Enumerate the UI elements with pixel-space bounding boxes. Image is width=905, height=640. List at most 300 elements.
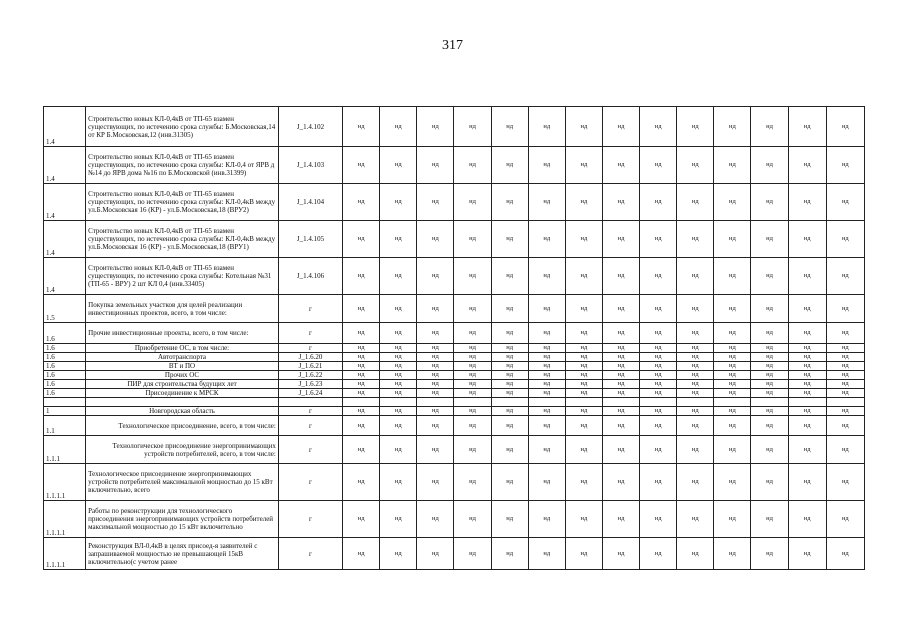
row-code: J_1.4.106 [278,258,342,295]
value-cell: нд [602,416,639,436]
row-code: J_1.4.105 [278,221,342,258]
value-cell: нд [602,407,639,416]
value-cell: нд [602,380,639,389]
value-cell: нд [751,380,788,389]
table-row [44,416,865,436]
table-row [44,344,865,353]
value-cell: нд [640,107,677,147]
table-row [44,258,865,295]
value-cell: нд [417,344,454,353]
value-cell: нд [565,323,602,344]
table-row [44,380,865,389]
value-cell: нд [454,362,491,371]
value-cell: нд [640,407,677,416]
value-cell: нд [565,389,602,398]
value-cell: нд [602,464,639,501]
table-row [44,538,865,570]
row-code: J_1.6.22 [278,371,342,380]
row-number: 1.6 [44,371,86,380]
value-cell: нд [677,380,714,389]
value-cell: нд [528,380,565,389]
investment-table [43,106,865,570]
value-cell: нд [677,416,714,436]
value-cell: нд [380,184,417,221]
value-cell: нд [565,353,602,362]
value-cell: нд [528,436,565,464]
table-row [44,147,865,184]
value-cell [826,398,864,407]
value-cell: нд [343,407,380,416]
value-cell: нд [751,416,788,436]
value-cell: нд [491,389,528,398]
value-cell: нд [528,107,565,147]
row-code: г [278,344,342,353]
value-cell [640,398,677,407]
value-cell: нд [528,362,565,371]
value-cell: нд [343,184,380,221]
value-cell: нд [417,258,454,295]
value-cell: нд [417,221,454,258]
row-name: Покупка земельных участков для целей реализации инвестиционных проектов, всего, в том числе: [86,295,279,323]
value-cell: нд [454,407,491,416]
value-cell: нд [343,344,380,353]
value-cell: нд [380,323,417,344]
table-row [44,371,865,380]
value-cell: нд [380,371,417,380]
row-number: 1.6 [44,380,86,389]
value-cell: нд [380,538,417,570]
value-cell: нд [343,147,380,184]
row-number: 1.4 [44,147,86,184]
table-row [44,436,865,464]
value-cell: нд [714,416,751,436]
value-cell: нд [788,344,826,353]
value-cell [677,398,714,407]
value-cell: нд [380,380,417,389]
value-cell [343,398,380,407]
value-cell: нд [491,362,528,371]
value-cell: нд [454,416,491,436]
value-cell: нд [454,436,491,464]
row-name: Технологическое присоединение, всего, в том числе: [86,416,279,436]
value-cell: нд [826,184,864,221]
value-cell: нд [602,344,639,353]
row-name: ВТ и ПО [86,362,279,371]
value-cell: нд [343,380,380,389]
value-cell: нд [528,501,565,538]
value-cell: нд [751,501,788,538]
value-cell: нд [565,147,602,184]
value-cell: нд [714,353,751,362]
value-cell: нд [788,371,826,380]
value-cell: нд [714,344,751,353]
value-cell: нд [454,344,491,353]
value-cell: нд [826,501,864,538]
value-cell: нд [751,436,788,464]
row-name: Автотранспорта [86,353,279,362]
row-number: 1 [44,407,86,416]
value-cell: нд [602,436,639,464]
row-number: 1.6 [44,353,86,362]
value-cell: нд [417,353,454,362]
value-cell: нд [491,107,528,147]
value-cell: нд [380,221,417,258]
value-cell: нд [380,353,417,362]
value-cell: нд [454,323,491,344]
value-cell: нд [565,464,602,501]
value-cell: нд [602,221,639,258]
table-row [44,501,865,538]
row-number [44,398,86,407]
row-code: J_1.6.20 [278,353,342,362]
value-cell: нд [826,389,864,398]
row-number: 1.6 [44,323,86,344]
value-cell: нд [602,501,639,538]
value-cell: нд [751,258,788,295]
value-cell: нд [380,344,417,353]
value-cell: нд [788,323,826,344]
value-cell: нд [788,362,826,371]
value-cell: нд [491,407,528,416]
row-code: г [278,538,342,570]
value-cell: нд [343,538,380,570]
value-cell: нд [343,258,380,295]
value-cell: нд [826,407,864,416]
value-cell: нд [417,295,454,323]
value-cell: нд [565,258,602,295]
row-name: Присоединение к МРСК [86,389,279,398]
table-row [44,107,865,147]
value-cell: нд [751,538,788,570]
value-cell: нд [491,538,528,570]
value-cell: нд [677,538,714,570]
value-cell: нд [343,464,380,501]
value-cell: нд [343,389,380,398]
value-cell: нд [677,407,714,416]
table-row [44,398,865,407]
value-cell: нд [714,407,751,416]
value-cell: нд [751,464,788,501]
value-cell: нд [677,184,714,221]
row-number: 1.4 [44,258,86,295]
value-cell: нд [454,295,491,323]
value-cell [380,398,417,407]
value-cell: нд [454,389,491,398]
row-name: Строительство новых КЛ-0,4кВ от ТП-65 взамен существующих, по истечению срока службы: КЛ-0,4 от ЯРВ д №14 до ЯРВ дома №16 по Б.Московской (инв.31399) [86,147,279,184]
row-code: J_1.4.103 [278,147,342,184]
value-cell: нд [826,353,864,362]
value-cell: нд [454,353,491,362]
value-cell: нд [491,464,528,501]
value-cell: нд [380,295,417,323]
value-cell: нд [602,353,639,362]
value-cell: нд [714,464,751,501]
value-cell: нд [380,407,417,416]
value-cell: нд [677,221,714,258]
value-cell: нд [751,371,788,380]
value-cell: нд [788,221,826,258]
row-name: ПИР для строительства будущих лет [86,380,279,389]
value-cell: нд [491,436,528,464]
value-cell: нд [751,407,788,416]
value-cell: нд [417,184,454,221]
value-cell: нд [417,389,454,398]
value-cell: нд [640,380,677,389]
value-cell: нд [417,416,454,436]
value-cell: нд [454,380,491,389]
value-cell: нд [714,258,751,295]
value-cell: нд [788,107,826,147]
value-cell: нд [788,295,826,323]
value-cell: нд [454,371,491,380]
value-cell [788,398,826,407]
value-cell: нд [714,389,751,398]
value-cell: нд [640,344,677,353]
value-cell: нд [602,538,639,570]
value-cell: нд [528,464,565,501]
row-name: Строительство новых КЛ-0,4кВ от ТП-65 взамен существующих, по истечению срока службы: КЛ-0,4кВ между ул.Б.Московская 16 (КР) - ул.Б.Московская,18 (ВРУ1) [86,221,279,258]
value-cell: нд [343,107,380,147]
value-cell: нд [454,221,491,258]
row-number: 1.1.1 [44,436,86,464]
row-number: 1.6 [44,389,86,398]
value-cell: нд [788,538,826,570]
value-cell: нд [826,323,864,344]
value-cell: нд [565,416,602,436]
value-cell: нд [751,295,788,323]
value-cell: нд [677,353,714,362]
row-number: 1.6 [44,344,86,353]
value-cell: нд [714,184,751,221]
table-row [44,323,865,344]
value-cell: нд [528,389,565,398]
value-cell: нд [417,407,454,416]
value-cell: нд [343,323,380,344]
value-cell: нд [380,258,417,295]
value-cell: нд [714,371,751,380]
value-cell: нд [528,538,565,570]
value-cell: нд [417,147,454,184]
value-cell: нд [677,389,714,398]
value-cell: нд [751,147,788,184]
row-code: J_1.6.23 [278,380,342,389]
value-cell: нд [751,389,788,398]
table-row [44,221,865,258]
value-cell: нд [640,295,677,323]
value-cell: нд [417,371,454,380]
table-row [44,295,865,323]
value-cell [454,398,491,407]
value-cell: нд [565,501,602,538]
row-name: Новгородская область [86,407,279,416]
value-cell: нд [640,389,677,398]
value-cell: нд [751,323,788,344]
value-cell: нд [677,371,714,380]
row-number: 1.4 [44,107,86,147]
row-code: J_1.6.21 [278,362,342,371]
value-cell: нд [602,371,639,380]
value-cell: нд [602,362,639,371]
value-cell: нд [788,464,826,501]
value-cell: нд [417,362,454,371]
value-cell [751,398,788,407]
value-cell: нд [380,362,417,371]
value-cell: нд [343,295,380,323]
row-code: г [278,295,342,323]
value-cell: нд [677,258,714,295]
value-cell: нд [826,464,864,501]
value-cell: нд [826,538,864,570]
value-cell: нд [491,371,528,380]
value-cell: нд [380,416,417,436]
value-cell: нд [640,371,677,380]
row-name [86,398,279,407]
value-cell: нд [751,221,788,258]
value-cell: нд [677,464,714,501]
value-cell: нд [491,344,528,353]
value-cell: нд [528,184,565,221]
table-row [44,184,865,221]
row-code: г [278,436,342,464]
value-cell: нд [640,362,677,371]
value-cell: нд [826,147,864,184]
value-cell: нд [714,295,751,323]
page-number: 317 [442,38,463,53]
row-code: г [278,501,342,538]
value-cell: нд [417,464,454,501]
table-row [44,389,865,398]
value-cell: нд [714,362,751,371]
value-cell: нд [788,389,826,398]
row-name: Строительство новых КЛ-0,4кВ от ТП-65 взамен существующих, по истечению срока службы: КЛ-0,4кВ между ул.Б.Московская 16 (КР) - ул.Б.Московская,18 (ВРУ2) [86,184,279,221]
value-cell: нд [565,295,602,323]
value-cell: нд [602,323,639,344]
row-name: Реконструкция ВЛ-0,4кВ в целях присоед-я заявителей с запрашиваемой мощностью не превышающей 15кВ включительно(с учетом ранее [86,538,279,570]
value-cell: нд [380,501,417,538]
row-number: 1.1.1.1 [44,464,86,501]
value-cell: нд [454,501,491,538]
value-cell: нд [751,107,788,147]
table-row [44,407,865,416]
value-cell: нд [788,353,826,362]
value-cell: нд [565,344,602,353]
row-name: Технологическое присоединение энергопринимающих устройств потребителей максимальной мощностью до 15 кВт включительно, всего [86,464,279,501]
value-cell: нд [751,353,788,362]
row-name: Работы по реконструкции для технологического присоединения энергопринимающих устройств потребителей максимальной мощностью до 15 кВт включительно [86,501,279,538]
value-cell: нд [602,184,639,221]
value-cell: нд [454,107,491,147]
value-cell: нд [528,407,565,416]
value-cell: нд [826,221,864,258]
row-code [278,398,342,407]
value-cell: нд [826,362,864,371]
value-cell: нд [677,344,714,353]
row-number: 1.6 [44,362,86,371]
value-cell: нд [417,538,454,570]
value-cell: нд [677,107,714,147]
value-cell: нд [826,380,864,389]
value-cell: нд [826,416,864,436]
value-cell: нд [677,323,714,344]
value-cell: нд [714,107,751,147]
value-cell: нд [454,258,491,295]
value-cell: нд [380,389,417,398]
value-cell: нд [677,436,714,464]
table-row [44,464,865,501]
value-cell: нд [528,353,565,362]
value-cell: нд [491,323,528,344]
value-cell: нд [380,464,417,501]
value-cell: нд [602,295,639,323]
value-cell: нд [714,538,751,570]
value-cell: нд [417,107,454,147]
row-name: Прочих ОС [86,371,279,380]
row-code: J_1.4.102 [278,107,342,147]
value-cell: нд [343,221,380,258]
value-cell: нд [640,184,677,221]
value-cell: нд [417,380,454,389]
value-cell: нд [751,344,788,353]
value-cell: нд [565,538,602,570]
value-cell: нд [640,147,677,184]
value-cell: нд [565,380,602,389]
value-cell: нд [640,538,677,570]
row-name: Технологическое присоединение энергопринимающих устройств потребителей, всего, в том числе: [86,436,279,464]
value-cell: нд [343,353,380,362]
value-cell: нд [417,323,454,344]
value-cell: нд [602,107,639,147]
value-cell: нд [602,258,639,295]
value-cell: нд [491,221,528,258]
value-cell: нд [677,501,714,538]
value-cell [528,398,565,407]
value-cell [714,398,751,407]
value-cell: нд [565,436,602,464]
row-code: J_1.4.104 [278,184,342,221]
value-cell: нд [640,416,677,436]
row-code: г [278,416,342,436]
value-cell: нд [751,184,788,221]
value-cell: нд [826,258,864,295]
value-cell: нд [826,371,864,380]
value-cell: нд [491,416,528,436]
value-cell: нд [491,184,528,221]
row-code: г [278,464,342,501]
value-cell: нд [788,147,826,184]
value-cell: нд [528,295,565,323]
value-cell: нд [714,221,751,258]
value-cell: нд [417,436,454,464]
row-name: Строительство новых КЛ-0,4кВ от ТП-65 взамен существующих, по истечению срока службы: Б.Московская,14 от КР Б.Московская,12 (инв.31305) [86,107,279,147]
value-cell: нд [714,501,751,538]
value-cell: нд [380,147,417,184]
value-cell: нд [788,184,826,221]
value-cell: нд [491,295,528,323]
value-cell: нд [491,258,528,295]
value-cell: нд [788,407,826,416]
value-cell: нд [640,464,677,501]
value-cell: нд [714,323,751,344]
value-cell: нд [565,371,602,380]
value-cell: нд [565,407,602,416]
value-cell: нд [640,436,677,464]
value-cell: нд [565,107,602,147]
value-cell: нд [677,295,714,323]
row-number: 1.1.1.1 [44,501,86,538]
value-cell: нд [491,380,528,389]
row-number: 1.1.1.1 [44,538,86,570]
row-code: J_1.6.24 [278,389,342,398]
